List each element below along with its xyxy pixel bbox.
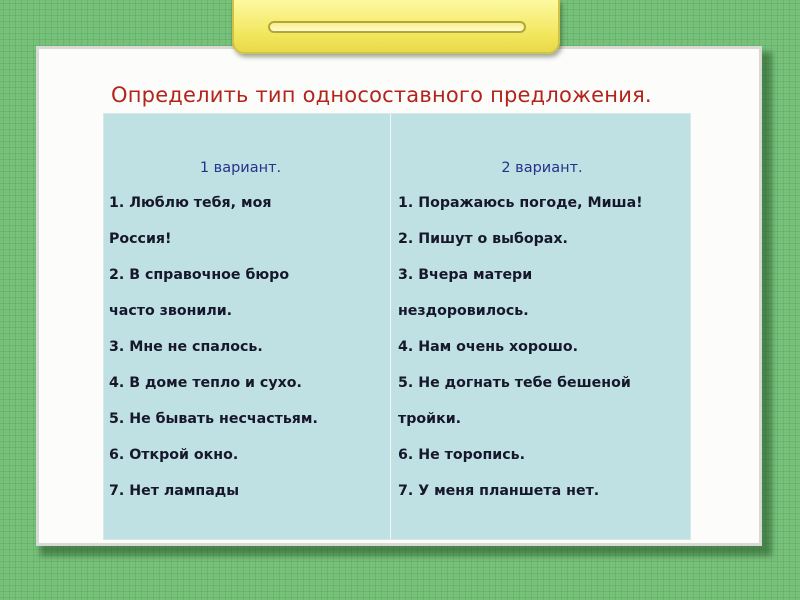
- sentence-line: 1. Люблю тебя, моя: [109, 195, 272, 211]
- sentence-line: 7. Нет лампады: [109, 483, 240, 499]
- sentence-line: часто звонили.: [109, 303, 233, 319]
- sentence-line: 5. Не догнать тебе бешеной: [398, 375, 631, 391]
- clipboard-tab: [232, 0, 560, 54]
- variant-2-column: [391, 114, 690, 539]
- variant-2-heading: 2 вариант.: [501, 160, 583, 176]
- sentence-line: 4. В доме тепло и сухо.: [109, 375, 302, 391]
- variant-2-sentences: [398, 185, 686, 509]
- slide-title: Определить тип односоставного предложения.: [111, 83, 652, 107]
- sentence-line: 3. Вчера матери: [398, 267, 533, 283]
- sentence-line: 2. В справочное бюро: [109, 267, 290, 283]
- sentence-line: 2. Пишут о выборах.: [398, 231, 568, 247]
- sentence-line: 1. Поражаюсь погоде, Миша!: [398, 195, 643, 211]
- variant-1-sentences: [109, 185, 386, 509]
- sentence-line: 6. Открой окно.: [109, 447, 239, 463]
- sentence-line: 4. Нам очень хорошо.: [398, 339, 579, 355]
- variants-table: [104, 114, 690, 539]
- sentence-line: тройки.: [398, 411, 462, 427]
- sentence-line: 3. Мне не спалось.: [109, 339, 263, 355]
- variant-1-column: [104, 114, 391, 539]
- sentence-line: 5. Не бывать несчастьям.: [109, 411, 318, 427]
- sentence-line: 7. У меня планшета нет.: [398, 483, 600, 499]
- variant-1-heading: 1 вариант.: [199, 160, 282, 176]
- sentence-line: нездоровилось.: [398, 303, 529, 319]
- sentence-line: Россия!: [109, 231, 172, 247]
- clipboard-tab-slot: [268, 21, 526, 33]
- sentence-line: 6. Не торопись.: [398, 447, 526, 463]
